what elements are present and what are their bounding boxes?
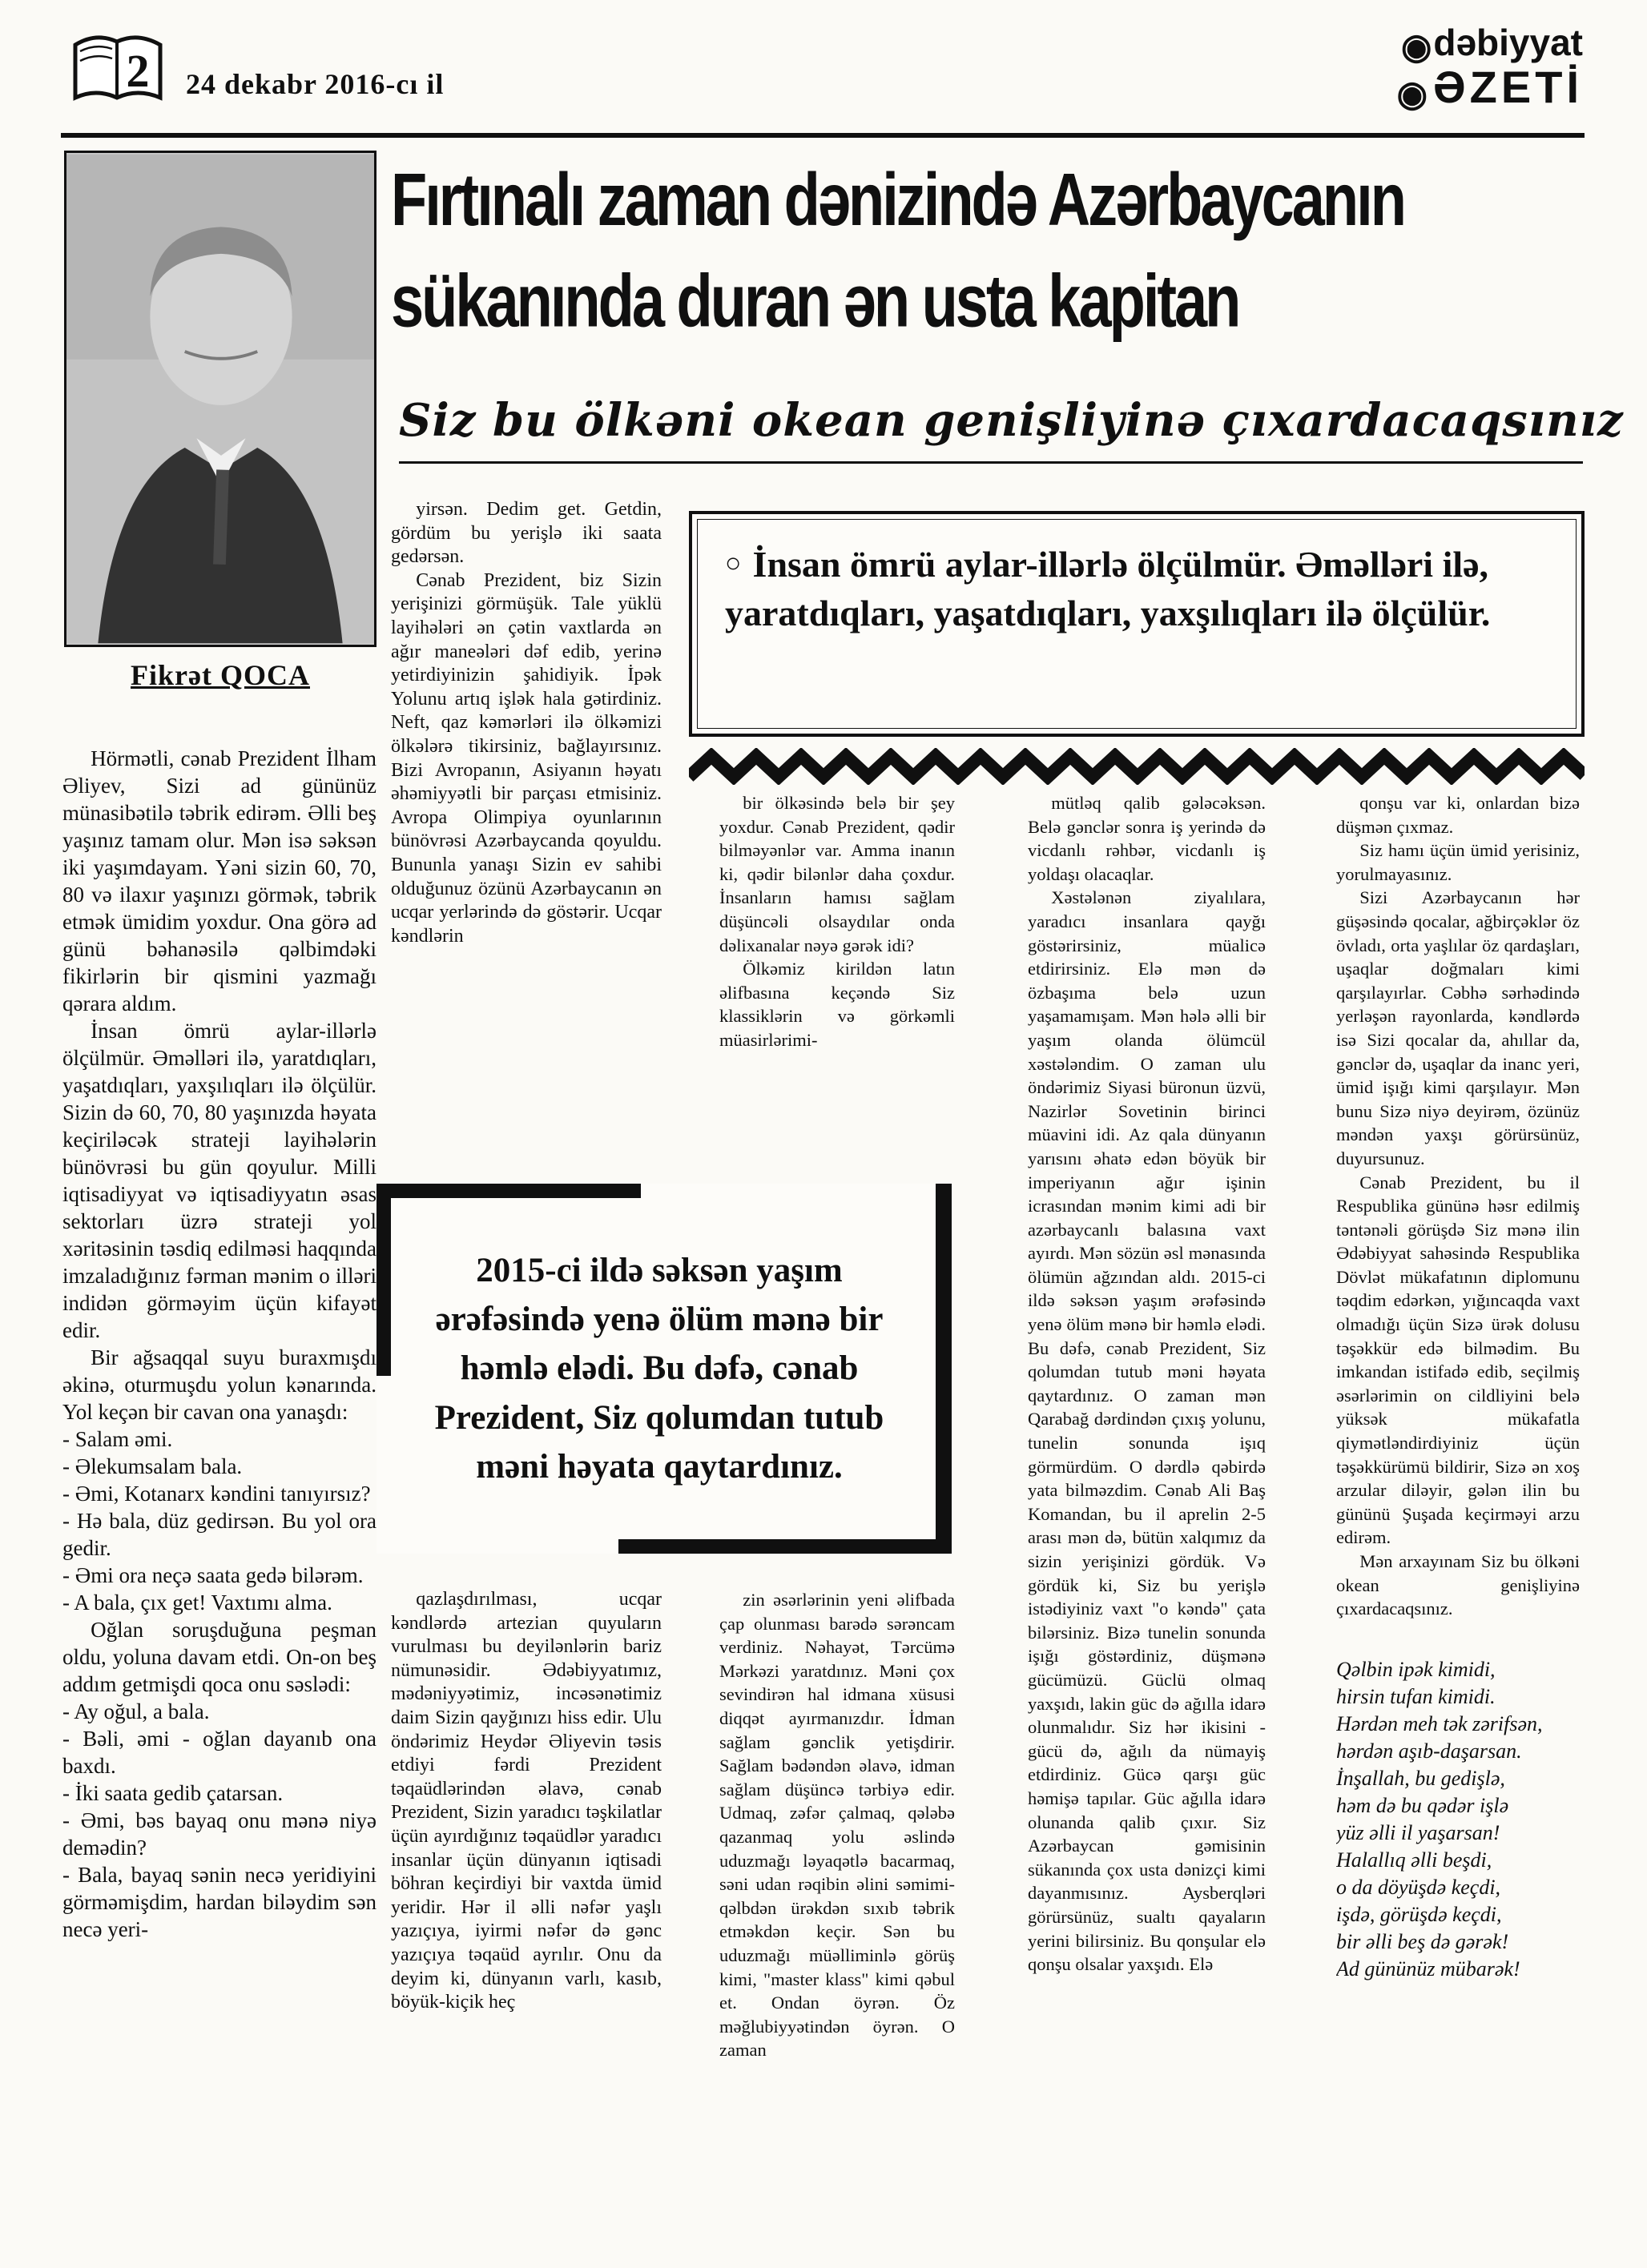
author-caption: Fikrət QOCA <box>131 659 310 691</box>
bullet-icon: ○ <box>725 549 742 578</box>
masthead-emblem-icon: ◉ <box>1400 27 1432 66</box>
birthday-poem: Qəlbin ipək kimidi, hirsin tufan kimidi. Hərdən meh tək zərifsən, hərdən aşıb-daşarsan. İnşallah, bu gedişlə, həm də bu qədər işlə yüz əlli il yaşarsan! Halallıq əlli beşdi, o da döyüşdə keçdi, işdə, görüşdə keçdi, bir əlli beş də gərək! Ad gününüz mübarək! <box>1336 1657 1543 1980</box>
page-number-book-icon <box>70 27 165 117</box>
body-col-3-bottom: zin əsərlərinin yeni əlifbada çap olunması barədə sərəncam verdiniz. Nəhayət, Tərcümə Mərkəzi yaratdınız. Məni çox sevindirən hal idmana xüsusi diqqət ayırmanızdır. İdman sağlam gənclik yetişdirir. Sağlam bədəndən əlavə, idman sağlam düşüncə tərbiyə edir. Udmaq, zəfər çalmaq, qələbə qazanmaq yolu əslində uduzmağı ləyaqətlə bacarmaq, səni udan rəqibin əlini səmimi-qəlbdən ürəkdən sıxıb təbrik etməkdən keçir. Sən bu uduzmağı müəlliminlə görüş kimi, "master klass" kimi qəbul et. Ondan öyrən. Öz məğlubiyyətindən öyrən. O zaman <box>719 1590 955 2061</box>
masthead-emblem2-icon: ◉ <box>1396 74 1432 114</box>
body-col-1: Hörmətli, cənab Prezident İlham Əliyev, Sizi ad gününüz münasibətilə təbrik edirəm. Əlli beş yaşınız tamam olur. Mən isə səksən iki yaşımdayam. Yəni sizin 60, 70, 80 və ilaxır yaşınızı görmək, təbrik etmək ümidim yoxdur. Ona görə ad günü bəhanəsilə qəlbimdəki fikirlərin bir qismini yazmağı qərara aldım. İnsan ömrü aylar-illərlə ölçülmür. Əməlləri ilə, yaratdıqları, yaşatdıqları, yaxşılıqları ilə ölçülür. Sizin də 60, 70, 80 yaşınızda həyata keçiriləcək strateji layihələrin bünövrəsi bu gün qoyulur. Milli iqtisadiyyat və iqtisadiyyatın əsas sektorları üzrə strateji yol xəritəsinin təsdiq edilməsi haqqında imzaladığınız fərman mənim o illəri indidən görməyim üçün kifayət edir. Bir ağsaqqal suyu buraxmışdı əkinə, oturmuşdu yolun kənarında. Yol keçən bir cavan ona yanaşdı: - Salam əmi. - Əlekumsalam bala. - Əmi, Kotanarx kəndini tanıyırsız? - Hə bala, düz gedirsən. Bu yol ora gedir. - Əmi ora neçə saata gedə bilərəm. - A bala, çıx get! Vaxtımı alma. Oğlan soruşduğuna peşman oldu, yoluna davam etdi. On-on beş addım getmişdi qoca onu səslədi: - Ay oğul, a bala. - Bəli, əmi - oğlan dayanıb ona baxdı. - İki saata gedib çatarsan. - Əmi, bəs bayaq onu mənə niyə demədin? - Bala, bayaq sənin necə yeridiyini görməmişdim, hardan biləydim sən necə yeri- <box>62 746 377 1941</box>
body-col-2-top: yirsən. Dedim get. Getdin, gördüm bu yerişlə iki saata gedərsən. Cənab Prezident, biz Sizin yerişinizi görmüşük. Tale yüklü layihələri ən çətin vaxtlarda ən ağır maneələri dəf edib, yerinə yetirdiyinizin şahidiyik. İpək Yolunu artıq işlək hala gətirdiniz. Neft, qaz kəmərləri ilə ölkəmizi ölkələrə tikirsiniz, bağlayırsınız. Bizi Avropanın, Asiyanın həyatı əhəmiyyətli bir parçası etmisiniz. Avropa Olimpiya oyunlarının bünövrəsi Azərbaycanda qoyuldu. Bununla yanaşı Sizin ev sahibi olduğunuz özünü Azərbaycanın ən ucqar yerlərində də göstərir. Ucqar kəndlərin <box>391 499 662 947</box>
body-col-5-text: qonşu var ki, onlardan bizə düşmən çıxmaz. Siz hamı üçün ümid yerisiniz, yorulmayasınız. Sizi Azərbaycanın hər güşəsində qocalar, ağbirçəklər öz övladı, orta yaşlılar öz qardaşları, uşaqlar doğmaları kimi qarşılayırlar. Cəbhə sərhədində yerləşən rayonlarda, kəndlərdə isə Sizi qocalar da, ahıllar da, gənclər də, uşaqlar da inanc yeri, ümid işığı kimi qarşılayır. Mən bunu Sizə niyə deyirəm, özünüz məndən yaxşı görürsünüz, duyursunuz. Cənab Prezident, bu il Respublika gününə həsr edilmiş təntənəli görüşdə Siz mənə ilin Ədəbiyyat sahəsində Respublika Dövlət mükafatının diplomunu təqdim edərkən, yığıncaqda vaxt olmadığı üçün Sizə ürək dolusu təşəkkür edə bilmədim. Bu imkandan istifadə edib, seçilmiş əsərlərimin on cildliyini belə yüksək mükafatla qiymətləndirdiyiniz üçün təşəkkürümü bildirir, Sizə ən xoş arzular diləyir, gələn ilin bu gününü Şuşada keçirməyi arzu edirəm. Mən arxayınam Siz bu ölkəni okean genişliyinə çıxardacaqsınız. <box>1336 793 1580 1619</box>
body-col-3-top: bir ölkəsində belə bir şey yoxdur. Cənab Prezident, qədir bilməyənlər var. Amma inanın ki, qədir bilənlər daha çoxdur. İnsanların hamısı sağlam düşüncəli olsaydılar onda dəlixanalar nəyə gərək idi? Ölkəmiz kirildən latın əlifbasına keçəndə Siz klassiklərin və görkəmli müasirlərimi- <box>719 793 955 1050</box>
pull-quote-top: ○ İnsan ömrü aylar-illərlə ölçülmür. Əməlləri ilə, yaratdıqları, yaşatdıqları, yaxşılıqları ilə ölçülür. <box>697 519 1577 729</box>
body-col-5 <box>1336 791 1580 2254</box>
page-number: 2 <box>126 45 150 97</box>
quote-frame-right-bar <box>936 1184 952 1554</box>
zigzag-divider <box>689 748 1585 785</box>
body-col-4: mütləq qalib gələcəksən. Belə gənclər sonra iş yerində də vicdanlı rəhbər, vicdanlı iş yoldaşı olacaqlar. Xəstələnən ziyalılara, yaradıcı insanlara qayğı göstərirsiniz, müalicə etdirirsiniz. Elə mən də özbaşıma belə uzun yaşamamışam. Mən hələ əlli bir yaşım olanda ölümcül xəstələndim. O zaman ulu öndərimiz Siyasi büronun üzvü, Nazirlər Sovetinin birinci müavini idi. Az qala dünyanın yarısını əhatə edən böyük bir imperiyanın ağır işinin icrasından mənim kimi adi bir azərbaycanlı balasına vaxt ayırdı. Mən sözün əsl mənasında ölümün ağzından aldı. 2015-ci ildə səksən yaşım ərəfəsində yenə ölüm mənə bir həmlə elədi. Bu dəfə, cənab Prezident, Siz qolumdan tutub məni həyata qaytardınız. O zaman mən Qarabağ dərdindən çıxış yolunu, tunelin sonunda işıq görmürdüm. O dərdlə qəbirdə yata bilməzdim. Cənab Ali Baş Komandan, bu il aprelin 2-5 arası mən də, bütün xalqımız da sizin yerişinizi gördük. Və gördük ki, Siz bu yerişlə istədiyiniz vaxt "o kəndə" çata bilərsiniz. Bizə tunelin sonunda işığı göstərdiniz, düşmənə gücümüzü. Güclü olmaq yaxşıdı, lakin güc də ağılla idarə olunmalıdır. Siz hər ikisini - gücü də, ağılı da nümayiş etdirdiniz. Gücə qarşı güc həmişə tapılar. Güc ağılla idarə olunanda qalib çıxır. Siz Azərbaycan gəmisinin sükanında çox usta dənizçi kimi dayanmısınız. Aysberqləri görürsünüz, sualtı qayaların yerini bilirsiniz. Bu qonşular elə qonşu olsalar yaxşıdı. Elə <box>1028 793 1266 1975</box>
pull-quote-center: 2015-ci ildə səksən yaşım ərəfəsində yenə ölüm mənə bir həmlə elədi. Bu dəfə, cənab Prezident, Siz qolumdan tutub məni həyata qaytardınız. <box>434 1252 884 1486</box>
masthead-line1: ◉dəbiyyat <box>1400 22 1583 66</box>
masthead-line2: ◉ƏZETİ <box>1396 62 1583 114</box>
quote-frame-top-bar <box>377 1184 641 1198</box>
article-subtitle-script: Siz bu ölkəni okean genişliyinə çıxardacaqsınız <box>399 394 1583 464</box>
masthead <box>1397 24 1583 112</box>
article-headline <box>391 149 1588 352</box>
quote-frame-left-bar <box>377 1184 391 1376</box>
author-photo <box>64 151 377 647</box>
pull-quote-top-box <box>689 511 1585 737</box>
pull-quote-center-box <box>377 1184 952 1554</box>
header-divider <box>61 133 1585 138</box>
quote-frame-bottom-bar <box>618 1539 952 1554</box>
body-col-2-bottom: qazlaşdırılması, ucqar kəndlərdə artezian quyuların vurulması bu deyilənlərin bariz nümunəsidir. Ədəbiyyatımız, mədəniyyətimiz, incəsənətimiz daim Sizin qayğınızı hiss edir. Ulu öndərimiz Heydər Əliyevin təsis etdiyi fərdi Prezident təqaüdlərindən əlavə, cənab Prezident, Sizin yaradıcı təşkilatlar üçün ayırdığınız təqaüdlər yaradıcı insanlar üçün dünyanın iqtisadi böhran keçirdiyi bir vaxtda ümid yeridir. Hər il əlli nəfər yaşlı yazıçıya, iyirmi nəfər də gənc yazıçıya təqaüd ayrılır. Onu da deyim ki, dünyanın varlı, kasıb, böyük-kiçik heç <box>391 1589 662 2013</box>
headline-line2: sükanında duran ən usta kapitan <box>391 259 1239 343</box>
headline-line1: Fırtınalı zaman dənizində Azərbaycanın <box>391 158 1404 241</box>
page-date: 24 dekabr 2016-cı il <box>186 68 445 100</box>
